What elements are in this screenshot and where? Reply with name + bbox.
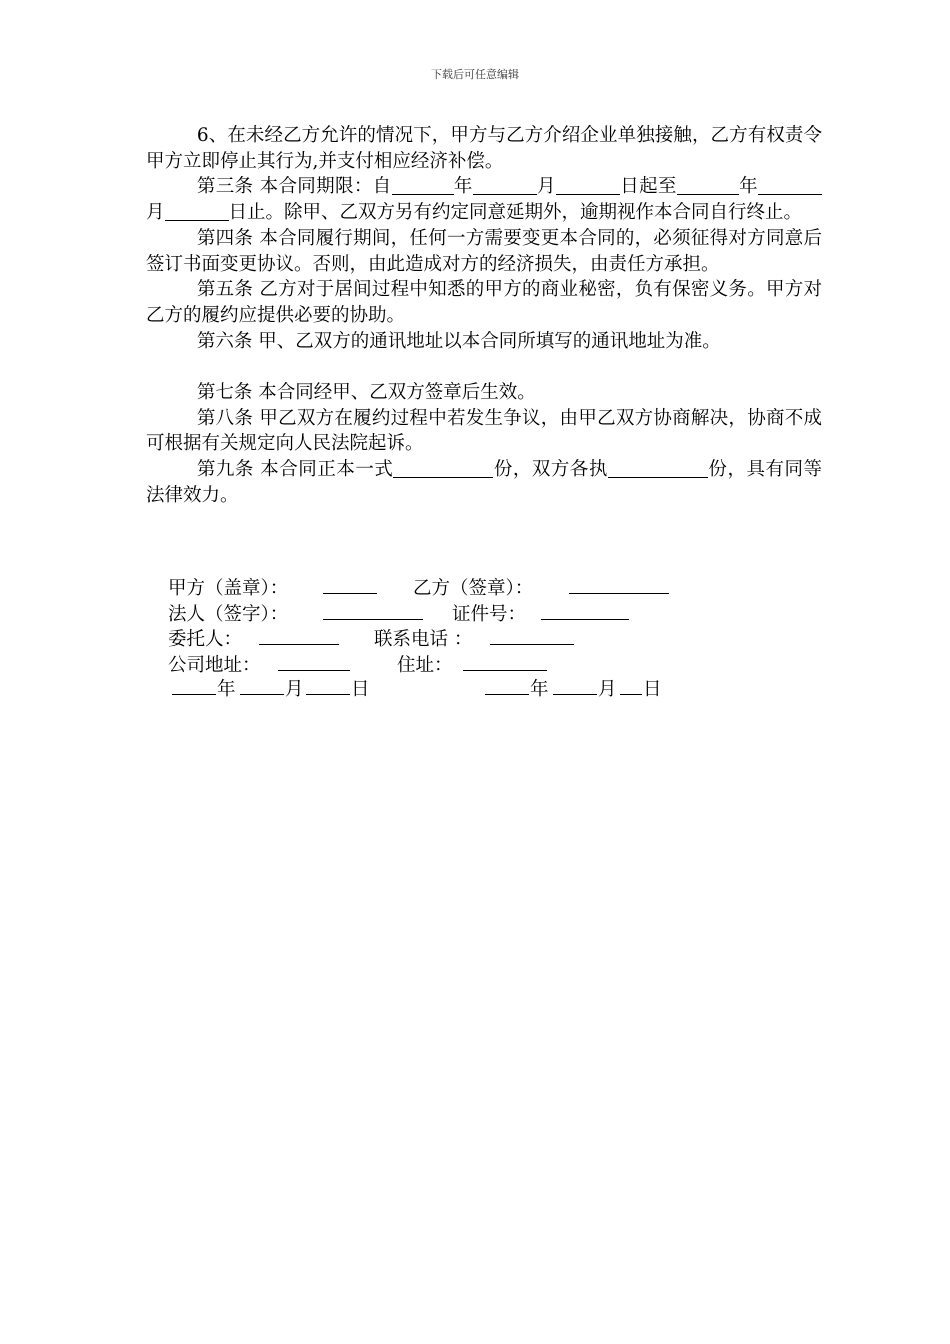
end-month-blank[interactable] bbox=[758, 176, 822, 196]
party-b-month-line[interactable] bbox=[553, 675, 597, 695]
clause-6: 6、在未经乙方允许的情况下，甲方与乙方介绍企业单独接触，乙方有权责令甲方立即停止其行为,并支付相应经济补偿。 bbox=[146, 125, 822, 172]
year-label: 年 bbox=[453, 176, 473, 198]
month-label: 月 bbox=[536, 176, 556, 198]
party-b-label: 乙方（签章）： bbox=[413, 578, 534, 599]
contract-body bbox=[146, 123, 822, 509]
party-a-year-line[interactable] bbox=[172, 675, 216, 695]
address-label: 住址： bbox=[397, 655, 453, 676]
article-9-lead: 第九条 本合同正本一式 bbox=[196, 459, 394, 481]
month-label: 月 bbox=[146, 202, 165, 224]
agent-label: 委托人： bbox=[168, 629, 243, 650]
year-label: 年 bbox=[738, 176, 758, 198]
id-number-line[interactable] bbox=[541, 600, 629, 620]
phone-label: 联系电话 ： bbox=[374, 629, 473, 650]
start-day-blank[interactable] bbox=[556, 176, 620, 196]
end-year-blank[interactable] bbox=[677, 176, 739, 196]
start-month-blank[interactable] bbox=[473, 176, 537, 196]
company-address-label: 公司地址： bbox=[168, 655, 261, 676]
copies-each-blank[interactable] bbox=[608, 459, 708, 479]
agent-line[interactable] bbox=[259, 625, 339, 645]
phone-line[interactable] bbox=[490, 625, 574, 645]
year-label: 年 bbox=[217, 679, 236, 700]
article-8: 第八条 甲乙双方在履约过程中若发生争议，由甲乙双方协商解决，协商不成可根据有关规定向人民法院起诉。 bbox=[146, 407, 822, 455]
header-note: 下载后可任意编辑 bbox=[431, 68, 519, 81]
start-year-blank[interactable] bbox=[392, 176, 454, 196]
id-number-label: 证件号： bbox=[452, 604, 527, 625]
legal-person-label: 法人（签字）： bbox=[168, 604, 289, 625]
article-9 bbox=[146, 457, 822, 508]
day-label: 日 bbox=[643, 679, 662, 700]
article-7: 第七条 本合同经甲、乙双方签章后生效。 bbox=[196, 382, 536, 404]
day-to-label: 日起至 bbox=[619, 176, 677, 198]
month-label: 月 bbox=[598, 679, 617, 700]
party-b-day-line[interactable] bbox=[620, 675, 642, 695]
party-b-seal-line[interactable] bbox=[569, 574, 669, 594]
year-label: 年 bbox=[530, 679, 549, 700]
party-a-day-line[interactable] bbox=[306, 675, 350, 695]
article-9-mid: 份，双方各执 bbox=[493, 459, 608, 481]
party-b-year-line[interactable] bbox=[485, 675, 529, 695]
article-5: 第五条 乙方对于居间过程中知悉的甲方的商业秘密，负有保密义务。甲方对乙方的履约应提供必要的协助。 bbox=[146, 279, 822, 326]
party-a-seal-line[interactable] bbox=[323, 574, 377, 594]
party-a-label: 甲方（盖章）： bbox=[168, 578, 289, 599]
article-3-tail: 日止。除甲、乙双方另有约定同意延期外，逾期视作本合同自行终止。 bbox=[228, 202, 803, 224]
end-day-blank[interactable] bbox=[165, 202, 229, 222]
article-6: 第六条 甲、乙双方的通讯地址以本合同所填写的通讯地址为准。 bbox=[196, 330, 721, 352]
article-3-term bbox=[146, 174, 822, 225]
address-line[interactable] bbox=[463, 651, 547, 671]
article-4: 第四条 本合同履行期间，任何一方需要变更本合同的，必须征得对方同意后签订书面变更协议。否则，由此造成对方的经济损失，由责任方承担。 bbox=[146, 227, 822, 275]
day-label: 日 bbox=[351, 679, 370, 700]
party-a-month-line[interactable] bbox=[240, 675, 284, 695]
article-3-lead: 第三条 本合同期限：自 bbox=[196, 176, 392, 198]
article-9-tail: 份，具有同等法律效力。 bbox=[146, 459, 822, 506]
blank-line bbox=[146, 354, 822, 380]
copies-total-blank[interactable] bbox=[393, 459, 493, 479]
company-address-line[interactable] bbox=[278, 651, 350, 671]
legal-person-line[interactable] bbox=[323, 600, 423, 620]
month-label: 月 bbox=[285, 679, 304, 700]
